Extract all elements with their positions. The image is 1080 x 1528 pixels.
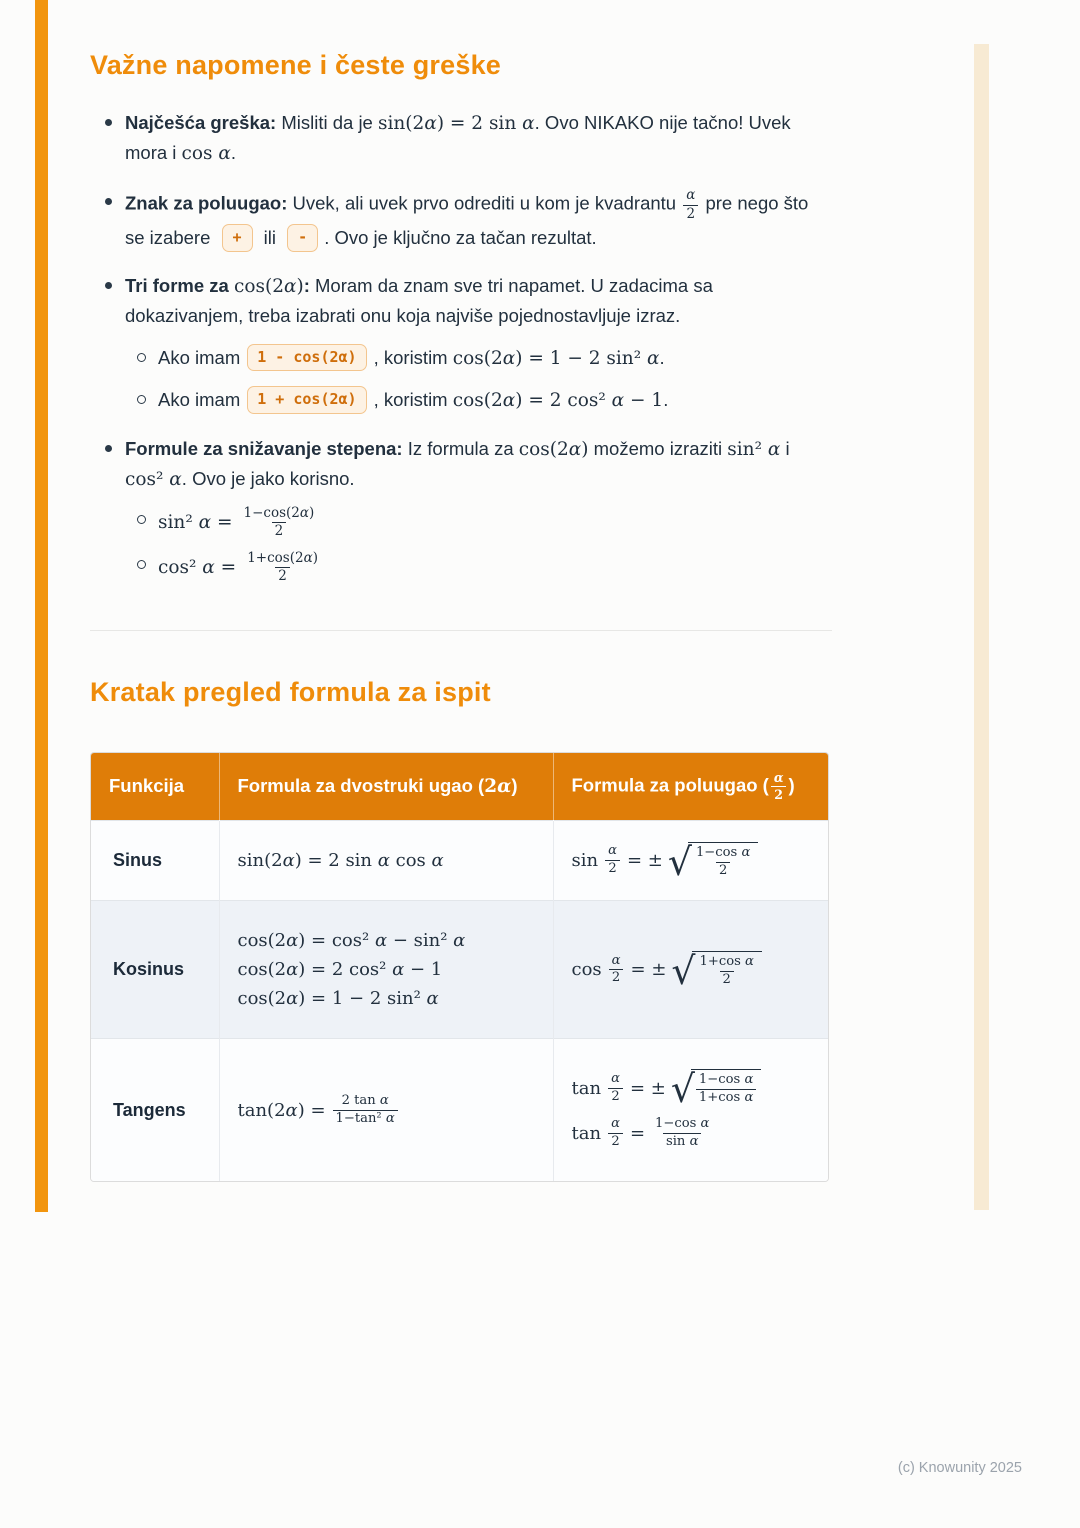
fraction-numerator: α — [611, 1070, 620, 1086]
col-header-poluugao — [553, 753, 828, 821]
bullet-body — [125, 187, 832, 252]
formula-row — [571, 1067, 811, 1112]
fraction — [771, 770, 787, 803]
right-accent-bar — [974, 44, 989, 1210]
formula — [571, 948, 762, 993]
formula — [571, 839, 759, 884]
math-inline: sin — [571, 850, 599, 872]
math-inline: cos(2α) = 1 − 2 sin² α — [452, 347, 660, 369]
math-inline: = ± — [626, 850, 663, 872]
page-content — [90, 50, 832, 1182]
bullet-body — [125, 434, 832, 588]
math-inline: = — [629, 1122, 646, 1144]
fraction-denominator: 2 — [605, 860, 619, 878]
text-run: Misliti da je — [276, 112, 378, 133]
bold-label: Znak za poluugao: — [125, 193, 288, 215]
section-title-pregled: Kratak pregled formula za ispit — [90, 676, 491, 707]
col-header-funkcija — [91, 753, 219, 821]
fraction-numerator: α — [686, 187, 696, 204]
double-angle-cell — [219, 1039, 553, 1181]
formula — [238, 1093, 400, 1128]
copyright-footer: (c) Knowunity 2025 — [897, 1460, 1022, 1476]
square-root — [671, 948, 761, 993]
sub-bullet-body — [158, 385, 832, 415]
fraction — [696, 1072, 756, 1107]
text-run: . — [663, 388, 669, 410]
sub-bullet-marker — [137, 560, 146, 569]
math-inline: cos² α — [125, 469, 182, 491]
fraction-denominator: 2 — [720, 971, 734, 989]
fraction-denominator: 2 — [683, 205, 698, 223]
sub-bullet-marker — [137, 353, 146, 362]
formula: sin(2α) = 2 sin α cos α — [237, 850, 444, 872]
sub-bullet-body — [158, 550, 832, 586]
bullet-marker — [105, 445, 112, 452]
square-root — [667, 839, 758, 884]
fraction-denominator: 2 — [609, 969, 623, 987]
fraction-numerator: α — [608, 843, 617, 859]
fraction-numerator: 1+cos α — [699, 954, 754, 970]
table-row-kosinus — [91, 901, 828, 1039]
bold-label: Najčešća greška: — [125, 112, 277, 133]
list-item-tri-forme — [90, 271, 832, 415]
function-name-cell: Sinus — [91, 820, 219, 901]
fraction-numerator: 1−cos α — [698, 1072, 754, 1088]
radical-icon: √ — [671, 948, 696, 993]
function-name-cell: Tangens — [91, 1039, 219, 1181]
fraction-denominator: 1−tan² α — [333, 1110, 398, 1128]
section-divider — [90, 630, 832, 631]
bold-label: Formule za snižavanje stepena: — [125, 438, 403, 460]
text-run: Iz formula za — [402, 438, 519, 460]
math-inline: = ± — [629, 1077, 666, 1099]
minus-chip: - — [287, 224, 318, 252]
formula: cos(2α) = 1 − 2 sin² α — [237, 988, 439, 1010]
sub-list-item — [125, 550, 832, 586]
list-item-znak-za-poluugao — [90, 187, 832, 252]
math-inline: cos(2α) — [233, 276, 304, 298]
text-run: , koristim — [373, 388, 453, 410]
formula-table-container — [90, 752, 829, 1182]
bullet-body — [125, 108, 832, 168]
math-inline: sin² α = — [158, 511, 233, 533]
formula — [158, 550, 323, 586]
fraction-denominator: 2 — [716, 862, 730, 880]
fraction — [609, 953, 624, 988]
fraction — [697, 954, 757, 989]
sub-list-item — [125, 385, 832, 415]
text-run: ili — [258, 226, 282, 248]
bullet-marker — [105, 119, 112, 126]
math-inline: sin(2α) = 2 sin α — [377, 113, 535, 134]
fraction-numerator: 1−cos α — [655, 1116, 710, 1131]
list-item-snizavanje-stepena — [90, 434, 832, 588]
fraction — [693, 845, 753, 880]
fraction — [608, 1071, 623, 1106]
sub-list — [125, 505, 832, 586]
table-row-sinus — [91, 820, 828, 901]
fraction — [605, 843, 620, 878]
fraction-denominator: 2 — [608, 1133, 622, 1151]
fraction-numerator: 1+cos(2α) — [247, 550, 318, 567]
fraction — [244, 550, 321, 586]
text-run: . — [659, 346, 665, 368]
bullet-marker — [105, 198, 112, 205]
math-inline: cos(2α) = 2 cos² α − 1 — [452, 389, 664, 411]
fraction-numerator: α — [773, 769, 784, 785]
notes-list — [90, 108, 832, 588]
text-run: Ako imam — [158, 346, 241, 368]
radicand — [691, 1069, 761, 1107]
sub-list-item — [125, 343, 832, 373]
section-title-napomene: Važne napomene i česte greške — [90, 50, 501, 80]
fraction-denominator: 2 — [771, 786, 786, 803]
math-inline: tan(2α) = — [237, 1099, 326, 1121]
text-run: , koristim — [373, 346, 453, 368]
list-item-najcesca-greska — [90, 108, 832, 168]
fraction-denominator: 1+cos α — [696, 1089, 756, 1107]
formula-table — [91, 753, 828, 1181]
text-run: Moram da znam sve tri napamet. U zadacima sa dokazivanjem, treba izabrati onu koja najviše pojednostavljuje izraz. — [125, 275, 713, 327]
radical-icon: √ — [667, 839, 692, 884]
formula — [572, 1116, 715, 1151]
text-run: . Ovo je jako korisno. — [181, 468, 355, 490]
fraction-denominator: 2 — [608, 1088, 622, 1106]
radical-icon: √ — [670, 1067, 695, 1112]
math-inline: tan — [571, 1122, 602, 1144]
text-run: . — [230, 142, 237, 164]
formula-row — [572, 1116, 811, 1151]
fraction-numerator: α — [611, 1116, 620, 1131]
formula — [158, 505, 319, 541]
double-angle-cell — [219, 901, 553, 1039]
math-inline: 2α — [484, 775, 512, 797]
header-label: Formula za poluugao ( — [571, 774, 769, 796]
fraction-denominator: 2 — [272, 522, 287, 540]
half-angle-cell — [553, 1039, 828, 1181]
sub-list — [125, 343, 832, 415]
code-chip: 1 - cos(2α) — [247, 344, 366, 372]
formula: cos(2α) = cos² α − sin² α — [237, 930, 466, 952]
header-label: ) — [511, 774, 518, 796]
bold-label: : — [303, 275, 310, 297]
sub-bullet-body — [158, 505, 832, 541]
header-label: Formula za dvostruki ugao ( — [237, 774, 485, 796]
text-run: pre nego što se izabere — [125, 193, 809, 248]
table-row-tangens — [91, 1039, 828, 1181]
left-accent-bar — [35, 0, 48, 1212]
text-run: možemo izraziti — [588, 438, 728, 460]
function-name-cell: Kosinus — [91, 901, 219, 1039]
fraction — [652, 1116, 712, 1151]
radicand — [692, 951, 762, 989]
fraction — [608, 1116, 623, 1151]
text-run: . Ovo NIKAKO nije tačno! Uvek mora i — [125, 112, 791, 164]
sub-bullet-marker — [137, 395, 146, 404]
text-run: Ako imam — [158, 388, 241, 410]
plus-chip: + — [222, 224, 253, 252]
col-header-dvostruki-ugao — [219, 753, 553, 821]
math-inline: cos(2α) — [518, 439, 589, 461]
fraction-numerator: α — [611, 952, 621, 968]
fraction-denominator: 2 — [275, 567, 290, 585]
double-angle-cell — [219, 820, 553, 901]
formula — [571, 1067, 762, 1112]
inline-fraction — [683, 187, 698, 223]
fraction-denominator: sin α — [663, 1133, 701, 1151]
square-root — [670, 1067, 761, 1112]
header-label: Funkcija — [109, 775, 185, 797]
fraction — [241, 505, 318, 541]
code-chip: 1 + cos(2α) — [247, 386, 366, 414]
text-run: Uvek, ali uvek prvo odrediti u kom je kvadrantu — [287, 193, 682, 215]
half-angle-cell — [553, 820, 828, 901]
sub-bullet-body — [158, 343, 832, 373]
text-run: i — [780, 438, 790, 460]
math-inline: tan — [571, 1077, 602, 1099]
half-angle-cell — [553, 901, 828, 1039]
fraction-numerator: 2 tan α — [341, 1092, 389, 1108]
math-inline: sin² α — [727, 439, 781, 461]
bold-label: Tri forme za — [125, 275, 234, 297]
math-inline: = ± — [630, 959, 667, 981]
fraction — [333, 1093, 398, 1128]
sub-list-item — [125, 505, 832, 541]
sub-bullet-marker — [137, 515, 146, 524]
math-inline: cos α — [181, 143, 231, 165]
bullet-body — [125, 271, 832, 415]
radicand — [688, 842, 758, 880]
math-inline: cos² α = — [158, 557, 237, 579]
header-label: ) — [788, 774, 795, 796]
fraction-numerator: 1−cos(2α) — [243, 504, 315, 521]
text-run: . Ovo je ključno za tačan rezultat. — [324, 226, 597, 248]
fraction-numerator: 1−cos α — [695, 844, 751, 860]
table-header-row — [91, 753, 828, 821]
math-inline: cos — [571, 959, 602, 981]
bullet-marker — [105, 282, 112, 289]
formula: cos(2α) = 2 cos² α − 1 — [237, 959, 443, 981]
